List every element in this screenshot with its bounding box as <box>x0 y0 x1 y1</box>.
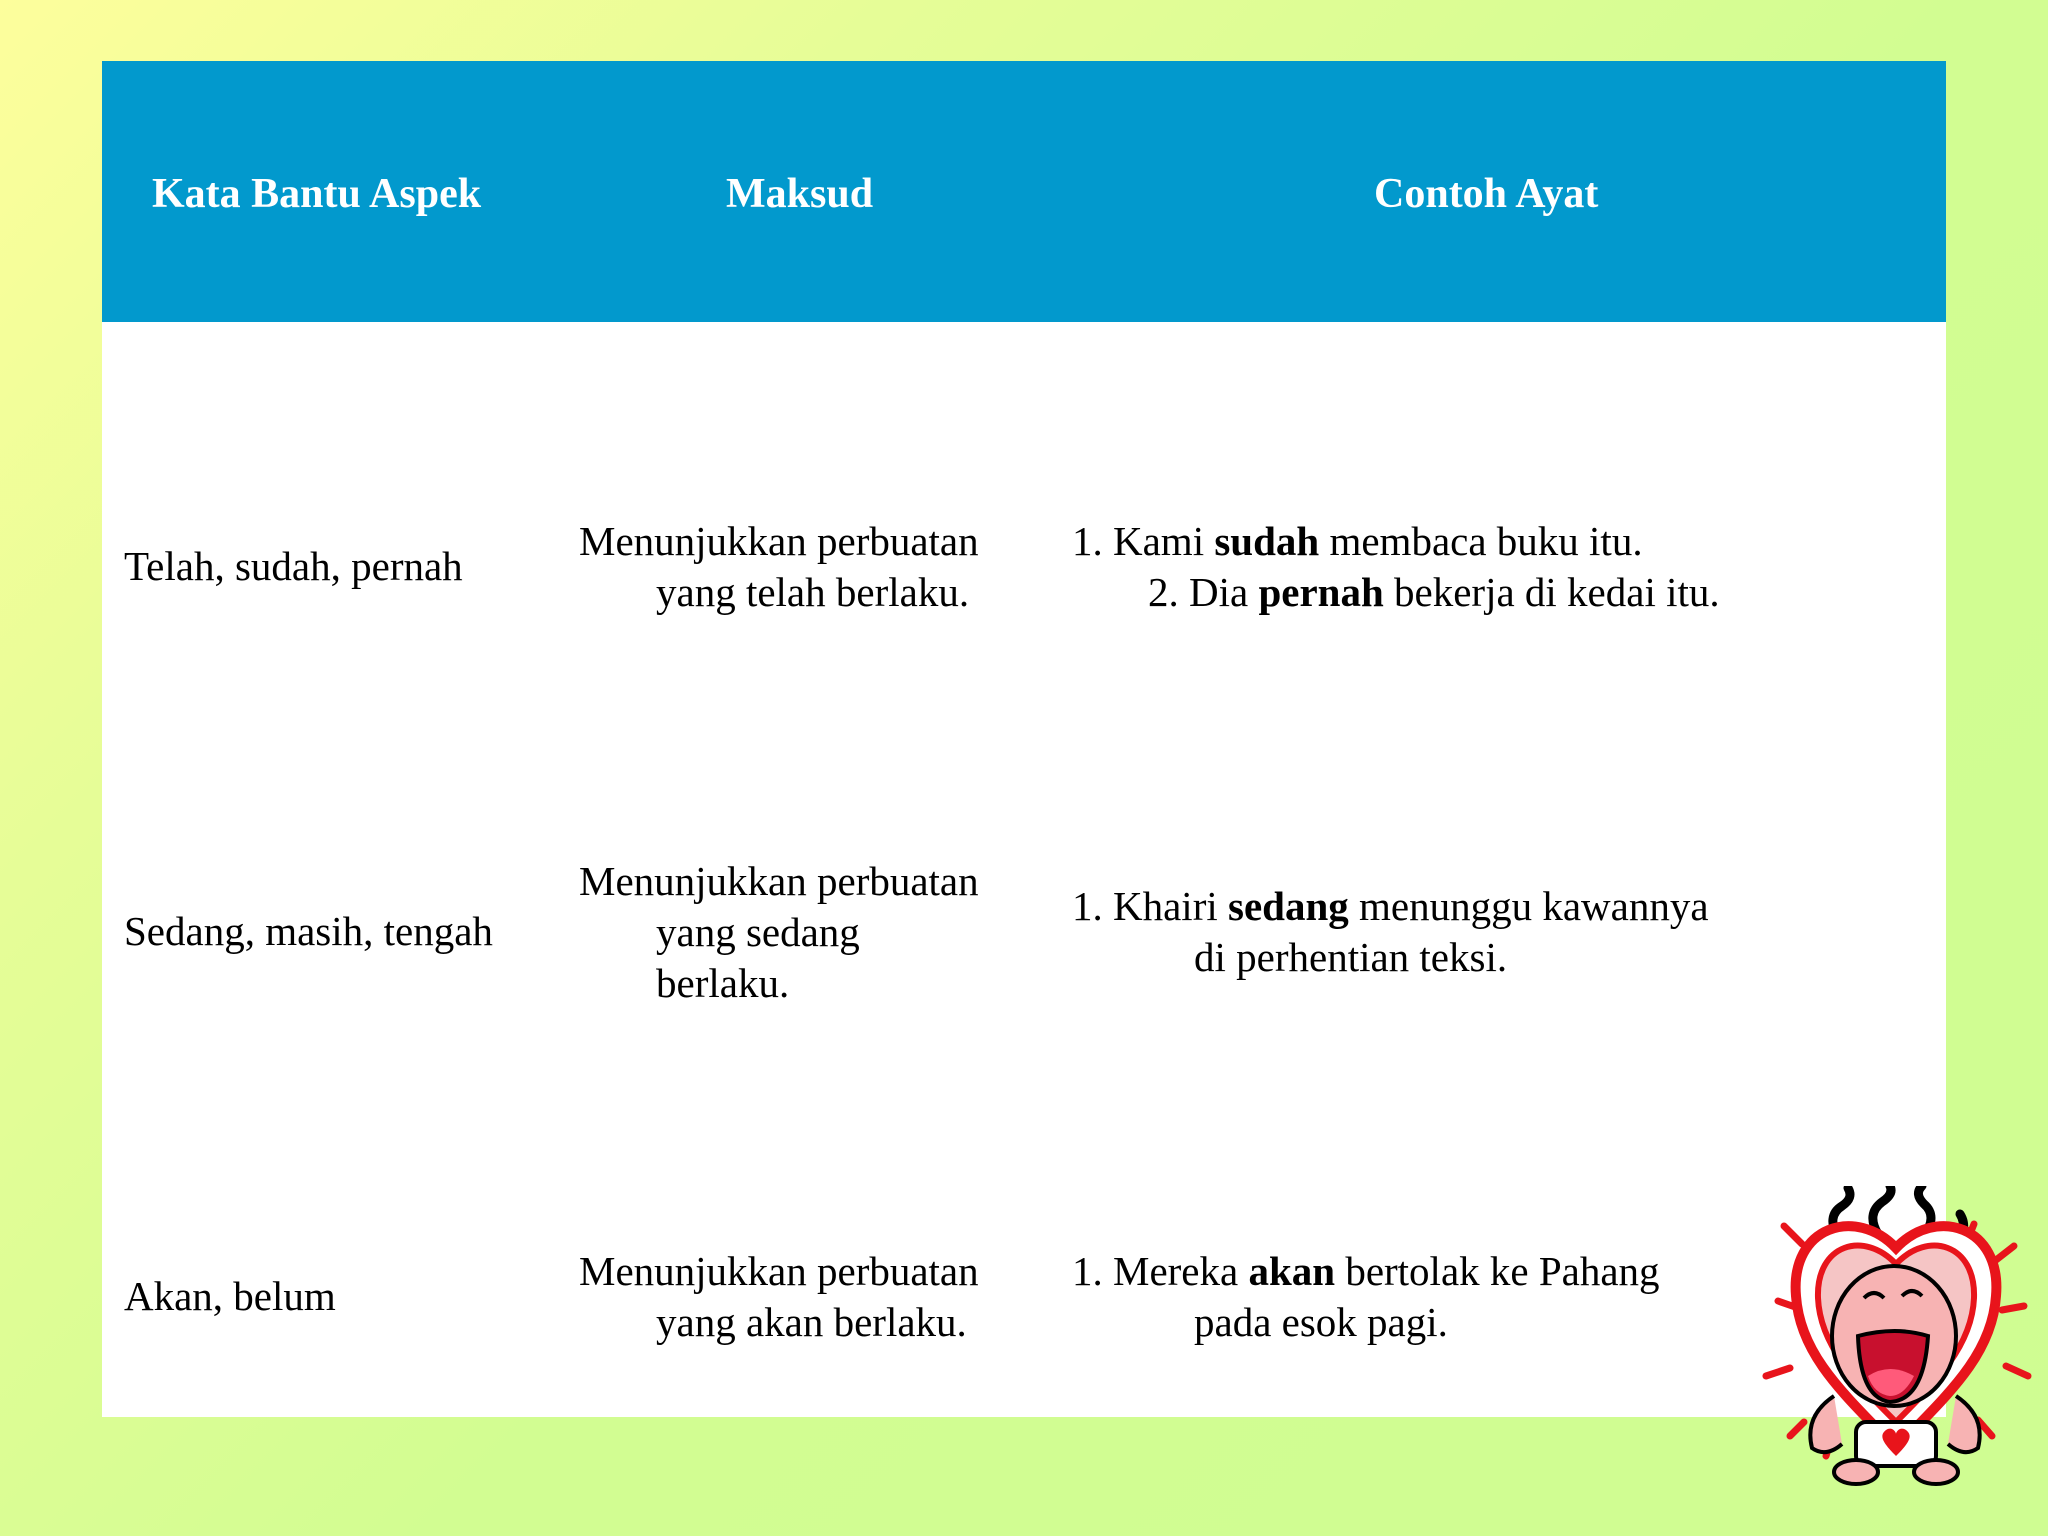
row-1-example-2-pre: 2. Dia <box>1148 569 1259 615</box>
row-3-contoh-line-1 <box>1072 1246 1660 1297</box>
row-1-aspek-cell: Telah, sudah, pernah <box>124 543 463 589</box>
row-1-maksud-line-2: yang telah berlaku. <box>656 569 970 615</box>
row-1-example-1-keyword: sudah <box>1214 518 1320 564</box>
row-2-contoh-line-2: di perhentian teksi. <box>1194 934 1508 980</box>
row-3-contoh-line-2: pada esok pagi. <box>1194 1299 1448 1345</box>
row-3-contoh-cell <box>1072 1246 1660 1348</box>
row-3-maksud-cell <box>579 1246 979 1348</box>
laughing-cartoon-mascot-icon <box>1756 1186 2038 1486</box>
row-2-aspek-cell: Sedang, masih, tengah <box>124 908 493 954</box>
row-1-maksud-line-1: Menunjukkan perbuatan <box>579 518 979 564</box>
header-maksud: Maksud <box>726 171 874 217</box>
header-contoh-ayat: Contoh Ayat <box>1374 171 1599 217</box>
row-2-contoh-cell <box>1072 881 1709 983</box>
row-2-maksud-line-3: berlaku. <box>656 960 790 1006</box>
row-3-aspek-cell: Akan, belum <box>124 1273 336 1319</box>
row-2-example-1-post: menunggu kawannya <box>1348 883 1709 929</box>
row-2-contoh-line-1 <box>1072 881 1709 932</box>
table-header-row <box>102 61 1946 322</box>
row-2-example-1-keyword: sedang <box>1228 883 1349 929</box>
row-3-example-1-post: bertolak ke Pahang <box>1335 1248 1660 1294</box>
aspect-table <box>102 61 1946 1417</box>
row-2-maksud-line-2: yang sedang <box>656 909 860 955</box>
row-1-example-1-pre: 1. Kami <box>1072 518 1215 564</box>
row-3-maksud-line-2: yang akan berlaku. <box>656 1299 967 1345</box>
row-3-maksud-line-1: Menunjukkan perbuatan <box>579 1248 979 1294</box>
row-1-contoh-line-2 <box>1072 567 1720 618</box>
row-1-maksud-cell <box>579 516 979 618</box>
row-2-example-1-pre: 1. Khairi <box>1072 883 1228 929</box>
row-2-maksud-line-1: Menunjukkan perbuatan <box>579 858 979 904</box>
row-1-example-1-post: membaca buku itu. <box>1319 518 1643 564</box>
row-3-example-1-keyword: akan <box>1248 1248 1336 1294</box>
row-1-contoh-cell <box>1072 516 1720 618</box>
row-1-example-2-post: bekerja di kedai itu. <box>1383 569 1720 615</box>
row-1-contoh-line-1 <box>1072 516 1720 567</box>
row-3-example-1-pre: 1. Mereka <box>1072 1248 1249 1294</box>
row-2-maksud-cell <box>579 856 979 1009</box>
row-1-example-2-keyword: pernah <box>1258 569 1384 615</box>
header-kata-bantu-aspek: Kata Bantu Aspek <box>152 171 482 217</box>
